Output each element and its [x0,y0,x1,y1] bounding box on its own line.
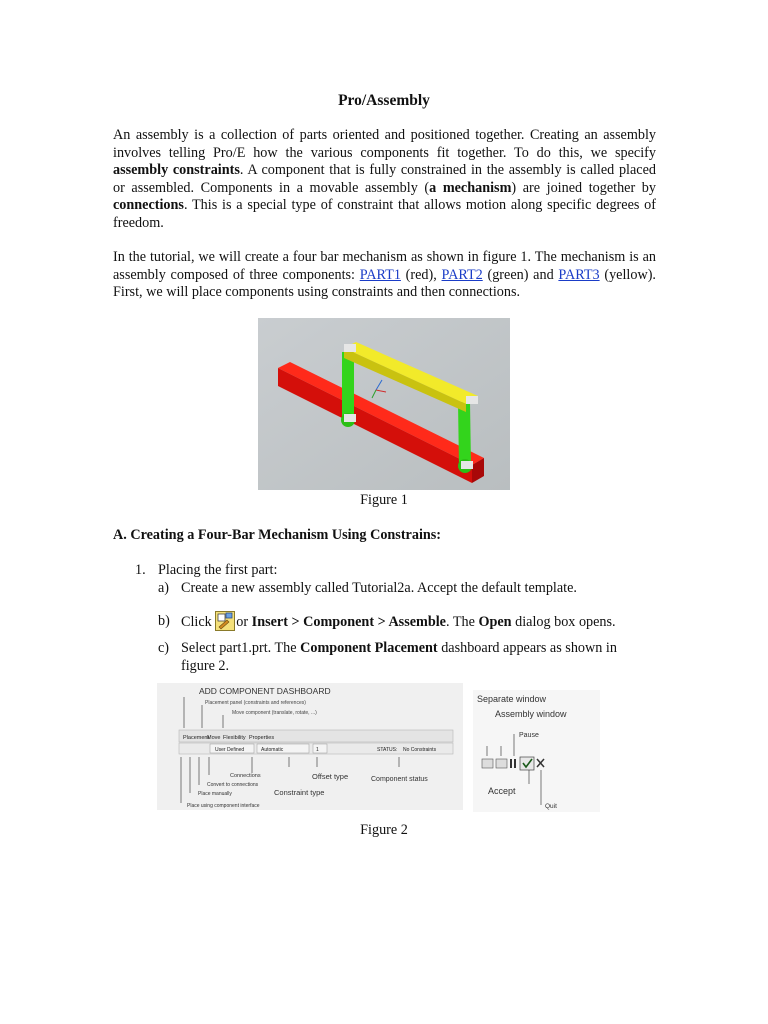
window-controls-diagram [473,690,600,812]
page-title: Pro/Assembly [338,92,430,109]
intro-text-1: An assembly is a collection of parts oriented and positioned together. Creating an assembly involves telling Pro/E how the various components fit together. To do this, we specify [113,127,656,161]
tutorial-text-1: In the tutorial, we will create a four bar mechanism as shown in figure 1. The mechanism is an assembly composed of three components: [113,249,656,283]
separate-window-button[interactable] [482,759,493,768]
tutorial-text-2: (red), [400,266,442,283]
step1c-label: c) [158,640,170,656]
convert-to-connections-label: Convert to connections [207,782,259,788]
tutorial-text-3: (green) and [482,266,559,283]
pause-label: Pause [519,732,539,739]
offset-type-label: Offset type [312,772,349,781]
step1b-end-text: dialog box opens. [511,614,616,630]
part1-link[interactable]: PART1 [359,266,401,283]
step1c-text-2: dashboard appears as shown in figure 2. [181,640,617,674]
tutorial-text-4: (yellow). First, we will place components using constraints and then connections. [113,266,656,301]
properties-tab[interactable]: Properties [249,735,275,741]
constraint-type-label: Constraint type [274,788,325,797]
green-link-right [458,402,471,468]
step1c-text-1: Select part1.prt. The [181,640,301,656]
flexibility-tab[interactable]: Flexibility [223,735,246,741]
pin-bottom-left [344,414,356,422]
part3-link[interactable]: PART3 [558,266,600,283]
step1b-label: b) [158,613,170,629]
step1-text: Placing the first part: [158,562,278,578]
status-value: No Constraints [403,747,437,753]
intro-bold-connections: connections [113,197,184,214]
step1b-text [181,611,661,632]
placement-tab[interactable]: Placement [183,735,209,741]
connections-label: Connections [230,773,261,779]
assembly-window-button[interactable] [496,759,507,768]
step1a-label: a) [158,580,170,596]
separate-window-label: Separate window [477,694,547,704]
assembly-window-label: Assembly window [495,709,567,719]
component-placement-bold: Component Placement [300,640,438,656]
step1b-click-text: Click [181,614,216,630]
automatic-value: Automatic [261,747,284,753]
pin-bottom-right [461,461,473,469]
quit-label: Quit [545,803,557,810]
step1b-or-text: or [236,614,252,630]
four-bar-mechanism-image [258,318,510,490]
intro-text-3: ) are joined together by [511,179,656,196]
figure1-caption: Figure 1 [360,492,408,508]
intro-text-2: . A component that is fully constrained in the assembly is called placed or assembled. Components in a movable assembly ( [113,162,656,196]
user-defined-value: User Defined [215,747,245,753]
assemble-component-icon[interactable] [215,611,235,631]
accept-label: Accept [488,786,516,796]
pause-button[interactable] [510,759,516,768]
move-tab[interactable]: Move [207,735,221,741]
placement-panel-label: Placement panel (constraints and references) [205,700,306,706]
intro-text-4: . This is a special type of constraint that allows motion along specific degrees of freedom. [113,197,656,231]
figure2-caption: Figure 2 [360,822,408,838]
intro-bold-constraints: assembly constraints [113,162,240,179]
section-a-heading: A. Creating a Four-Bar Mechanism Using Constrains: [113,527,442,543]
step1b-mid-text: . The [445,614,479,630]
pin-top-left [344,344,356,352]
part2-link[interactable]: PART2 [441,266,483,283]
intro-paragraph [113,127,656,233]
offset-value: 1 [316,747,319,753]
place-using-interface-label: Place using component interface [187,803,260,809]
intro-bold-mechanism: a mechanism [429,179,512,196]
component-dashboard-diagram [157,683,463,810]
open-dialog-name: Open [478,614,512,630]
component-status-label: Component status [371,776,428,783]
insert-component-assemble-menu-path: Insert > Component > Assemble [251,614,446,630]
accept-button[interactable] [520,757,534,770]
place-manually-label: Place manually [198,791,232,797]
step1-number: 1. [135,562,146,578]
green-link-left [342,352,354,422]
tutorial-paragraph [113,249,656,302]
step1c-text [181,640,651,675]
quit-button[interactable] [537,759,544,767]
step1a-text: Create a new assembly called Tutorial2a. Accept the default template. [181,580,577,596]
dashboard-header-label: ADD COMPONENT DASHBOARD [199,686,331,696]
status-label: STATUS: [377,747,398,753]
pin-top-right [466,396,478,404]
move-component-label: Move component (translate, rotate, ...) [232,710,317,716]
